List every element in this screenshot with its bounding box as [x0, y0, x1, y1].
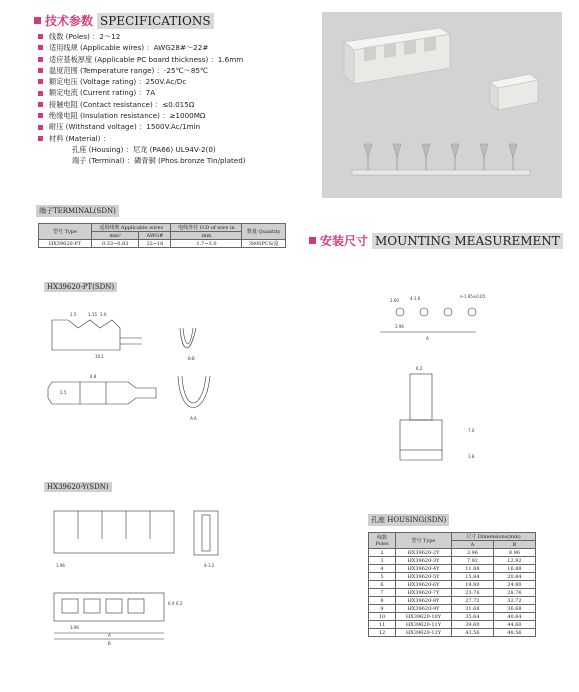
cell: 5 — [369, 573, 396, 581]
dim-label: 4.8 — [90, 374, 97, 379]
bullet-icon — [38, 57, 43, 62]
cell: HX39620-11Y — [396, 621, 452, 629]
table-row — [369, 557, 536, 565]
cell: 1.7~3.0 — [171, 240, 242, 248]
bullet-icon — [38, 45, 43, 50]
spec-item: 接触电阻 (Contact resistance) ：≤0.015Ω — [38, 99, 246, 110]
cell: HX39620-10Y — [396, 613, 452, 621]
cell: 12 — [369, 629, 396, 637]
header-dimensions: 尺寸 Dimensions(mm) — [451, 533, 535, 541]
y-section-label: HX39620-Y(SDN) — [44, 482, 112, 492]
table-row — [369, 565, 536, 573]
mounting-drawing — [370, 282, 530, 482]
header-type: 型号 Type — [396, 533, 452, 549]
housing-small-image — [490, 74, 538, 110]
dim-label: 1.60 — [390, 298, 399, 303]
dim-label: 6.4 — [168, 601, 175, 606]
cell: 28.76 — [493, 589, 535, 597]
spec-item: 绝缘电阻 (Insulation resistance) ：≥1000MΩ — [38, 110, 246, 121]
header-wires: 适用线规 Applicable wires — [92, 224, 171, 232]
mounting-title-en: MOUNTING MEASUREMENT — [372, 233, 563, 249]
mounting-title-cn: 安装尺寸 — [320, 234, 369, 248]
terminal-strip-image — [352, 144, 530, 175]
table-row — [369, 573, 536, 581]
section-label-bb: B-B — [188, 356, 195, 361]
cell: HX39620-5Y — [396, 573, 452, 581]
cell: 23.76 — [451, 589, 493, 597]
specs-title-cn: 技术参数 — [45, 14, 94, 28]
cell: 3.96 — [451, 549, 493, 557]
bullet-icon — [38, 68, 43, 73]
cell: HX39620-7Y — [396, 589, 452, 597]
cell: 3800PCS/盒 — [242, 240, 286, 248]
dim-label: 4-1.2 — [204, 563, 215, 568]
table-row — [369, 629, 536, 637]
cell: 11.88 — [451, 565, 493, 573]
dim-label: n-1.95±0.05 — [460, 294, 486, 299]
dim-label: 6.2 — [416, 366, 423, 371]
dim-label: 3.96 — [395, 324, 404, 329]
spec-item: 额定电压 (Voltage rating) ：250V.Ac/Dc — [38, 76, 246, 87]
cell: 43.56 — [451, 629, 493, 637]
bullet-icon — [38, 102, 43, 107]
cell: HX39620-9Y — [396, 605, 452, 613]
cell: 36.68 — [493, 605, 535, 613]
subheader-b: B — [493, 541, 535, 549]
bullet-square-icon — [34, 17, 41, 24]
dim-label: A — [426, 336, 429, 341]
cell: HX39620-12Y — [396, 629, 452, 637]
housing-large-image — [344, 28, 450, 84]
table-row — [369, 597, 536, 605]
dim-label: 7.0 — [468, 428, 475, 433]
subheader-mm2: mm² — [92, 232, 139, 240]
dim-label: 2.5 — [60, 390, 67, 395]
cell: 12.92 — [493, 557, 535, 565]
cell: 7 — [369, 589, 396, 597]
spec-item: 材料 (Material) ： — [38, 133, 246, 144]
subheader-a: A — [451, 541, 493, 549]
specs-list — [38, 31, 246, 167]
subheader-awg: AWG# — [139, 232, 171, 240]
section-label-aa: A-A — [190, 416, 197, 421]
dim-label: 10.1 — [95, 354, 104, 359]
bullet-icon — [38, 79, 43, 84]
table-row — [369, 549, 536, 557]
header-type: 型号 Type — [39, 224, 92, 240]
bullet-square-icon — [309, 237, 316, 244]
cell: HX39620-PT — [39, 240, 92, 248]
table-row — [39, 240, 286, 248]
bullet-icon — [38, 136, 43, 141]
cell: 24.80 — [493, 581, 535, 589]
cell: 8.96 — [493, 549, 535, 557]
dim-label: 1.15 — [88, 312, 97, 317]
pt-drawing — [40, 298, 270, 438]
spec-item: 温度范围 (Temperature range) ：-25℃～85℃ — [38, 65, 246, 76]
table-header-row — [369, 533, 536, 541]
cell: 3 — [369, 557, 396, 565]
dim-label: 1.5 — [70, 312, 77, 317]
cell: HX39620-2Y — [396, 549, 452, 557]
cell: 35.64 — [451, 613, 493, 621]
cell: 16.88 — [493, 565, 535, 573]
bullet-icon — [38, 91, 43, 96]
dim-label: 4-1.6 — [410, 296, 421, 301]
cell: 9 — [369, 605, 396, 613]
bullet-icon — [38, 34, 43, 39]
dim-label: 3.96 — [70, 625, 79, 630]
spec-item: 耐压 (Withstand voltage) ：1500V.Ac/1min — [38, 121, 246, 132]
specs-title-en: SPECIFICATIONS — [97, 13, 214, 29]
housing-table — [368, 532, 536, 637]
spec-item: 额定电流 (Current rating) ：7A — [38, 87, 246, 98]
dim-label: 3.8 — [468, 454, 475, 459]
cell: HX39620-6Y — [396, 581, 452, 589]
cell: 10 — [369, 613, 396, 621]
dim-label: 1.96 — [56, 563, 65, 568]
spec-item: 线数 (Poles) ：2～12 — [38, 31, 246, 42]
cell: HX39620-4Y — [396, 565, 452, 573]
y-drawing — [48, 505, 268, 655]
cell: 2 — [369, 549, 396, 557]
cell: 27.72 — [451, 597, 493, 605]
header-poles: 线数 Poles — [369, 533, 396, 549]
cell: 44.60 — [493, 621, 535, 629]
cell: HX39620-8Y — [396, 597, 452, 605]
header-quantity: 数量 Quantity — [242, 224, 286, 240]
table-row — [369, 613, 536, 621]
dim-label: B — [108, 641, 111, 646]
spec-item: 适应基板厚度 (Applicable PC board thickness) ：1.6mm — [38, 54, 246, 65]
dim-label: 6.2 — [176, 601, 183, 606]
cell: 20.84 — [493, 573, 535, 581]
cell: 6 — [369, 581, 396, 589]
product-photo-illustration — [322, 12, 562, 198]
cell: 32.72 — [493, 597, 535, 605]
terminal-section-label: 端子TERMINAL(SDN) — [36, 205, 119, 217]
header-od: 电线外径 O.D of wire in — [171, 224, 242, 232]
terminal-table — [38, 223, 286, 248]
cell: 7.92 — [451, 557, 493, 565]
cell: HX39620-3Y — [396, 557, 452, 565]
pt-section-label: HX39620-PT(SDN) — [44, 282, 117, 292]
table-row — [369, 605, 536, 613]
bullet-icon — [38, 113, 43, 118]
material-terminal: 端子 (Terminal) ：磷青铜 (Phos.bronze Tin/plated) — [72, 156, 246, 166]
cell: 31.68 — [451, 605, 493, 613]
cell: 11 — [369, 621, 396, 629]
dim-label: A — [108, 633, 111, 638]
spec-item: 适用线规 (Applicable wires) ：AWG28#～22# — [38, 42, 246, 53]
cell: 40.64 — [493, 613, 535, 621]
housing-section-label: 孔座 HOUSING(SDN) — [368, 514, 449, 526]
cell: 48.56 — [493, 629, 535, 637]
bullet-icon — [38, 125, 43, 130]
subheader-mm: mm — [171, 232, 242, 240]
table-header-row — [39, 224, 286, 232]
table-row — [369, 581, 536, 589]
cell: 19.80 — [451, 581, 493, 589]
dim-label: 2.0 — [100, 312, 107, 317]
cell: 39.60 — [451, 621, 493, 629]
cell: 8 — [369, 597, 396, 605]
cell: 15.84 — [451, 573, 493, 581]
material-housing: 孔座 (Housing) ：尼龙 (PA66) UL94V-2(0) — [72, 144, 216, 154]
specs-header — [34, 12, 214, 29]
cell: 22~18 — [139, 240, 171, 248]
mounting-header — [309, 232, 563, 249]
table-row — [369, 589, 536, 597]
table-row — [369, 621, 536, 629]
product-photo — [322, 12, 562, 198]
cell: 4 — [369, 565, 396, 573]
housing-rows — [369, 549, 536, 637]
cell: 0.33~0.83 — [92, 240, 139, 248]
